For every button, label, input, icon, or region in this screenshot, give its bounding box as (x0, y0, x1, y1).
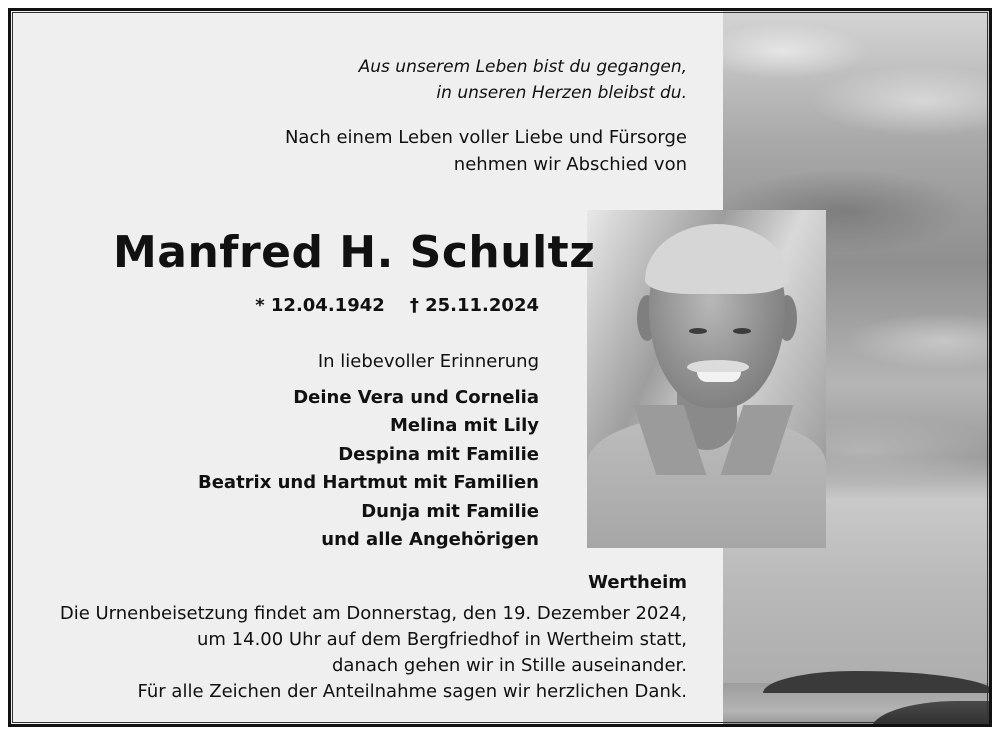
mourner-line: Despina mit Familie (338, 444, 539, 465)
city-name: Wertheim (588, 572, 687, 593)
intro-line-2: nehmen wir Abschied von (453, 154, 687, 175)
mourner-line: Melina mit Lily (389, 415, 539, 436)
mourner-line: und alle Angehörigen (321, 529, 539, 550)
obituary-notice (8, 8, 992, 727)
birth-date: * 12.04.1942 (255, 295, 385, 316)
mourner-line: Dunja mit Familie (361, 501, 539, 522)
portrait-smile (697, 372, 741, 382)
mourner-line: Deine Vera und Cornelia (293, 387, 539, 408)
notice-line-2: um 14.00 Uhr auf dem Bergfriedhof in Wertheim statt, (197, 629, 687, 650)
memory-line: In liebevoller Erinnerung (317, 351, 539, 372)
motto-line-2: in unseren Herzen bleibst du. (436, 83, 687, 103)
intro-line-1: Nach einem Leben voller Liebe und Fürsorge (284, 127, 687, 148)
life-dates (255, 295, 539, 316)
motto-line-1: Aus unserem Leben bist du gegangen, (358, 57, 687, 77)
notice-line-4: Für alle Zeichen der Anteilnahme sagen wir herzlichen Dank. (137, 681, 687, 702)
portrait-photo (587, 210, 826, 548)
portrait-eye-left (689, 328, 707, 334)
portrait-hair (645, 224, 789, 294)
notice-line-1: Die Urnenbeisetzung findet am Donnerstag, den 19. Dezember 2024, (59, 603, 687, 624)
notice-line-3: danach gehen wir in Stille auseinander. (332, 655, 687, 676)
mourner-line: Beatrix und Hartmut mit Familien (198, 472, 539, 493)
portrait-eye-right (733, 328, 751, 334)
deceased-name: Manfred H. Schultz (113, 227, 596, 278)
death-date: † 25.11.2024 (409, 295, 539, 316)
